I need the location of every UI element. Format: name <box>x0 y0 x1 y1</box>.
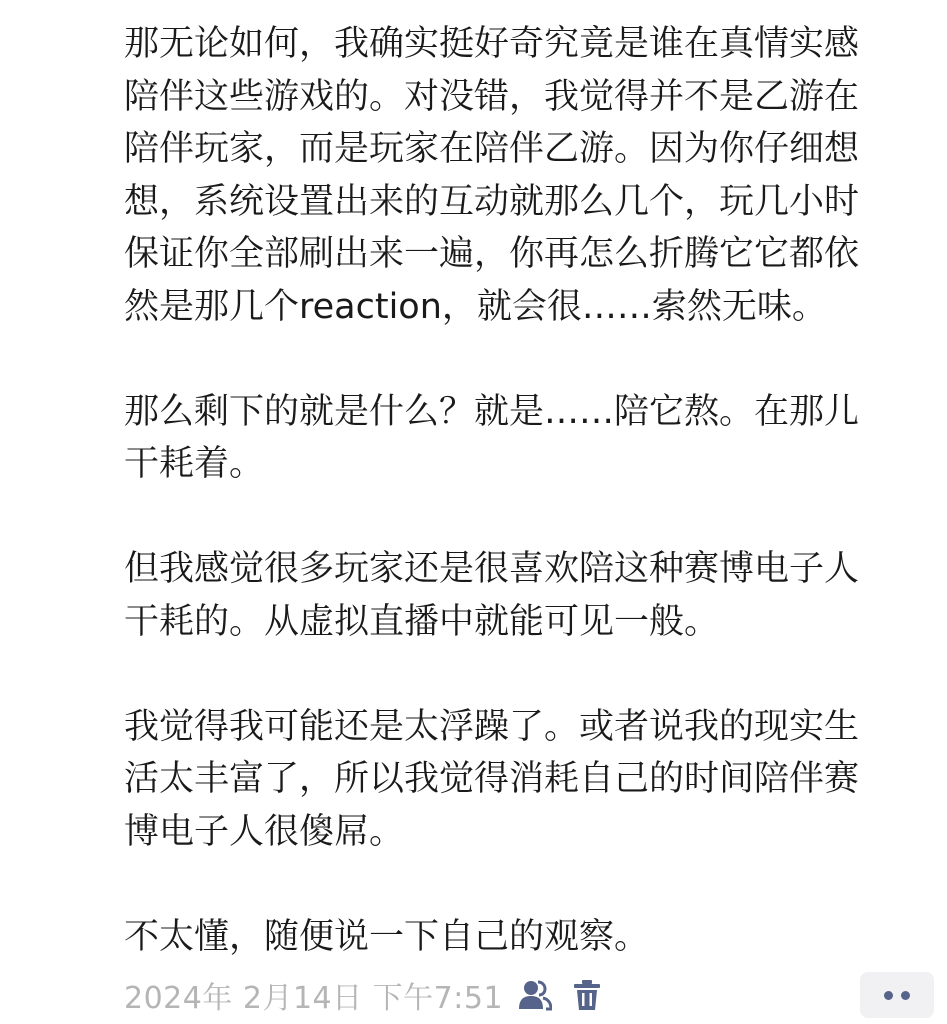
post-footer <box>124 972 607 1018</box>
post-paragraph-5: 不太懂，随便说一下自己的观察。 <box>124 916 650 957</box>
post-paragraph-4: 我觉得我可能还是太浮躁了。或者说我的现实生 活太丰富了，所以我觉得消耗自己的时间陪伴赛 博电子人很傻屌。 <box>124 706 860 852</box>
friends-visibility-icon[interactable] <box>515 975 555 1015</box>
more-dots-icon <box>901 991 910 1000</box>
post-paragraph-2: 那么剩下的就是什么？就是……陪它熬。在那儿 干耗着。 <box>124 391 860 484</box>
post-paragraph-1: 那无论如何，我确实挺好奇究竟是谁在真情实感 陪伴这些游戏的。对没错，我觉得并不是乙游在 陪伴玩家，而是玩家在陪伴乙游。因为你仔细想 想，系统设置出来的互动就那么几个，玩几小时 保证你全部刷出来一遍，你再怎么折腾它它都依 然是那几个reaction，就会很……索然无味。 <box>124 24 860 327</box>
trash-icon[interactable] <box>567 975 607 1015</box>
more-options-button[interactable] <box>860 972 934 1018</box>
more-dots-icon <box>884 991 893 1000</box>
post-timestamp: 2024年 2月14日 下午7:51 <box>124 981 504 1016</box>
post-content <box>124 18 934 963</box>
post-paragraph-3: 但我感觉很多玩家还是很喜欢陪这种赛博电子人 干耗的。从虚拟直播中就能可见一般。 <box>124 549 860 642</box>
